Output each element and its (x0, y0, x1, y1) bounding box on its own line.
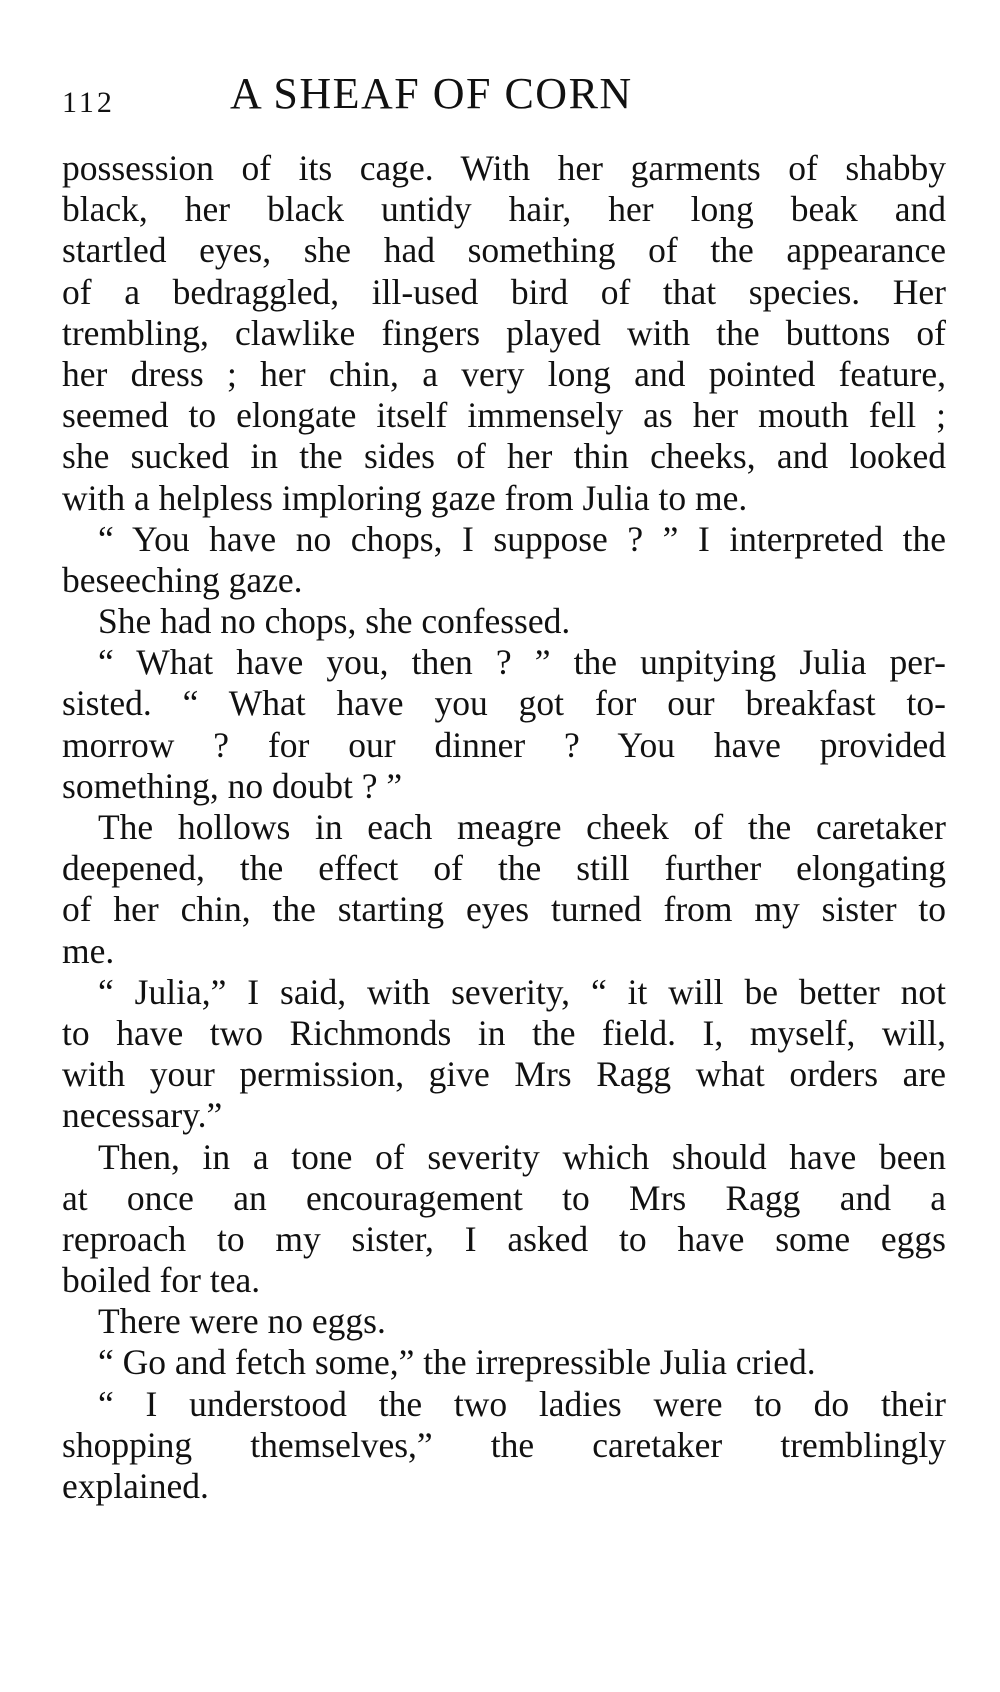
text-line: explained. (62, 1466, 209, 1506)
text-line: morrow ? for our dinner ? You have provided (62, 724, 946, 765)
text-line: at once an encouragement to Mrs Ragg and a (62, 1177, 946, 1218)
text-line: Then, in a tone of severity which should have been (98, 1136, 946, 1177)
text-line: of a bedraggled, ill-used bird of that species. Her (62, 271, 946, 312)
text-line: shopping themselves,” the caretaker tremblingly (62, 1424, 946, 1465)
text-line: boiled for tea. (62, 1260, 261, 1301)
text-line: The hollows in each meagre cheek of the caretaker (98, 807, 946, 847)
book-title: A SHEAF OF CORN (230, 69, 633, 118)
text-line: something, no doubt ? ” (62, 765, 403, 806)
page-number: 112 (62, 86, 115, 119)
text-line: black, her black untidy hair, her long beak and (62, 189, 946, 230)
text-line: “ You have no chops, I suppose ? ” I interpreted the (98, 518, 946, 559)
text-line: deepened, the effect of the still further elongating (62, 848, 946, 889)
text-line: She had no chops, she confessed. (98, 601, 571, 642)
text-line: “ What have you, then ? ” the unpitying Julia per- (98, 642, 946, 683)
text-line: “ Julia,” I said, with severity, “ it will be better not (98, 971, 946, 1012)
text-line: “ Go and fetch some,” the irrepressible Julia cried. (98, 1342, 816, 1383)
text-line: seemed to elongate itself immensely as her mouth fell ; (62, 395, 946, 436)
text-line: possession of its cage. With her garments of shabby (62, 148, 946, 188)
text-line: trembling, clawlike fingers played with the buttons of (62, 312, 946, 353)
text-line: of her chin, the starting eyes turned from my sister to (62, 889, 946, 930)
body-text (62, 148, 946, 1507)
text-line: her dress ; her chin, a very long and pointed feature, (62, 353, 946, 394)
text-line: to have two Richmonds in the field. I, myself, will, (62, 1012, 946, 1053)
text-line: necessary.” (62, 1095, 223, 1136)
text-line: with your permission, give Mrs Ragg what orders are (62, 1054, 946, 1095)
running-head (62, 68, 942, 128)
text-line: sisted. “ What have you got for our breakfast to- (62, 683, 946, 724)
text-line: with a helpless imploring gaze from Julia to me. (62, 477, 748, 518)
text-line: There were no eggs. (98, 1301, 386, 1342)
text-line: she sucked in the sides of her thin cheeks, and looked (62, 436, 946, 477)
text-line: startled eyes, she had something of the appearance (62, 230, 946, 271)
text-line: reproach to my sister, I asked to have some eggs (62, 1218, 946, 1259)
text-line: me. (62, 930, 115, 971)
text-line: beseeching gaze. (62, 559, 303, 600)
text-line: “ I understood the two ladies were to do their (98, 1383, 946, 1424)
